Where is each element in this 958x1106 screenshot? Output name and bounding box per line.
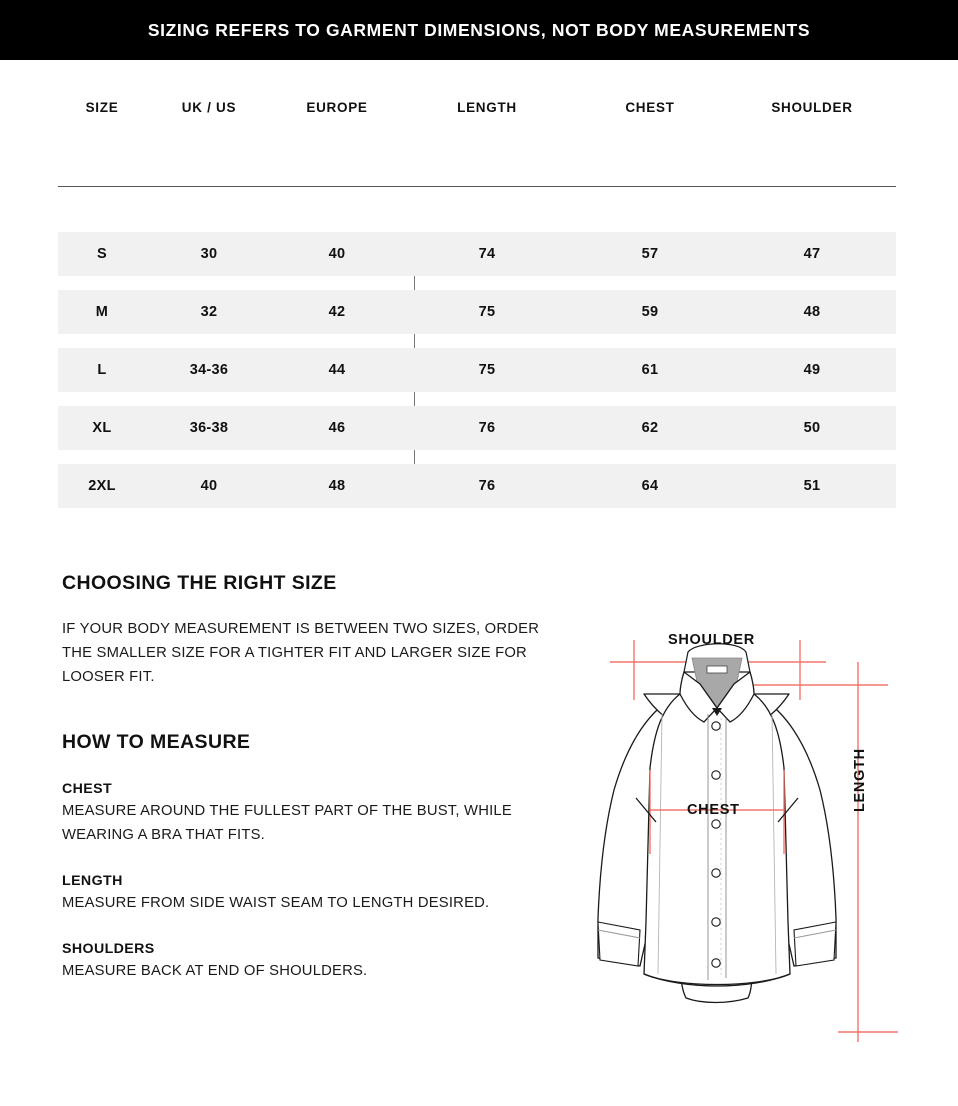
table-row bbox=[58, 290, 896, 334]
column-header-europe: EUROPE bbox=[306, 100, 368, 115]
cell-europe: 42 bbox=[328, 304, 346, 320]
button bbox=[712, 722, 720, 730]
table-row bbox=[58, 348, 896, 392]
cell-chest: 62 bbox=[641, 420, 659, 436]
column-header-uk-us: UK / US bbox=[181, 100, 237, 115]
cell-uk-us: 34-36 bbox=[189, 362, 229, 378]
column-header-size: SIZE bbox=[85, 100, 119, 115]
cell-size: L bbox=[97, 362, 107, 378]
cell-uk-us: 30 bbox=[200, 246, 218, 262]
table-row bbox=[58, 464, 896, 508]
cell-europe: 44 bbox=[328, 362, 346, 378]
table-header-row bbox=[58, 100, 896, 162]
shirt-measurement-diagram bbox=[588, 622, 918, 1072]
size-chart-table bbox=[58, 100, 896, 494]
cell-length: 76 bbox=[478, 478, 496, 494]
measure-block-chest bbox=[62, 781, 562, 847]
choosing-size-heading: CHOOSING THE RIGHT SIZE bbox=[62, 572, 337, 594]
table-row bbox=[58, 406, 896, 450]
left-cuff bbox=[598, 922, 640, 966]
size-table bbox=[58, 100, 896, 162]
sizing-notice-text: SIZING REFERS TO GARMENT DIMENSIONS, NOT BODY MEASUREMENTS bbox=[147, 19, 811, 40]
cell-uk-us: 32 bbox=[200, 304, 218, 320]
cell-size: M bbox=[95, 304, 109, 320]
cell-size: XL bbox=[92, 420, 112, 436]
cell-chest: 59 bbox=[641, 304, 659, 320]
measure-body-shoulders: MEASURE BACK AT END OF SHOULDERS. bbox=[62, 963, 368, 979]
column-header-length: LENGTH bbox=[457, 100, 517, 115]
button bbox=[712, 959, 720, 967]
cell-europe: 46 bbox=[328, 420, 346, 436]
cell-size: S bbox=[97, 246, 107, 262]
cell-size: 2XL bbox=[88, 478, 116, 494]
measure-block-shoulders bbox=[62, 941, 562, 983]
column-header-chest: CHEST bbox=[625, 100, 675, 115]
button bbox=[712, 771, 720, 779]
cell-chest: 57 bbox=[641, 246, 659, 262]
cell-europe: 40 bbox=[328, 246, 346, 262]
column-header-shoulder: SHOULDER bbox=[771, 100, 853, 115]
measure-block-length bbox=[62, 873, 562, 915]
collar-label bbox=[707, 666, 727, 673]
sizing-notice-banner bbox=[0, 0, 958, 60]
cell-shoulder: 50 bbox=[803, 420, 821, 436]
length-guide-lines bbox=[838, 662, 898, 1042]
measure-body-length: MEASURE FROM SIDE WAIST SEAM TO LENGTH DESIRED. bbox=[62, 895, 490, 911]
button bbox=[712, 869, 720, 877]
header-divider-line bbox=[58, 186, 896, 187]
table-body bbox=[58, 232, 896, 508]
cell-shoulder: 47 bbox=[803, 246, 821, 262]
how-to-measure-heading: HOW TO MEASURE bbox=[62, 731, 251, 753]
measure-body-chest: MEASURE AROUND THE FULLEST PART OF THE BUST, WHILE WEARING A BRA THAT FITS. bbox=[62, 803, 512, 843]
chest-dimension-label: CHEST bbox=[687, 802, 740, 818]
cell-length: 75 bbox=[478, 304, 496, 320]
shirt-body-front bbox=[644, 694, 790, 985]
right-cuff bbox=[794, 922, 836, 966]
cell-length: 74 bbox=[478, 246, 496, 262]
measure-label-shoulders: SHOULDERS bbox=[62, 941, 155, 957]
button bbox=[712, 918, 720, 926]
cell-length: 76 bbox=[478, 420, 496, 436]
measure-label-chest: CHEST bbox=[62, 781, 113, 797]
table-row bbox=[58, 232, 896, 276]
torso-panel bbox=[644, 694, 790, 985]
length-dimension-label: LENGTH bbox=[852, 748, 868, 812]
measure-label-length: LENGTH bbox=[62, 873, 123, 889]
cell-uk-us: 40 bbox=[200, 478, 218, 494]
cell-chest: 61 bbox=[641, 362, 659, 378]
cell-chest: 64 bbox=[641, 478, 659, 494]
cell-shoulder: 48 bbox=[803, 304, 821, 320]
shirt-illustration-svg bbox=[588, 622, 918, 1072]
cell-length: 75 bbox=[478, 362, 496, 378]
choosing-size-body: IF YOUR BODY MEASUREMENT IS BETWEEN TWO SIZES, ORDER THE SMALLER SIZE FOR A TIGHTER FIT AND LARGER SIZE FOR LOOSER FIT. bbox=[62, 621, 540, 685]
cell-uk-us: 36-38 bbox=[189, 420, 229, 436]
cell-europe: 48 bbox=[328, 478, 346, 494]
button bbox=[712, 820, 720, 828]
cell-shoulder: 49 bbox=[803, 362, 821, 378]
shoulder-dimension-label: SHOULDER bbox=[668, 632, 755, 648]
cell-shoulder: 51 bbox=[803, 478, 821, 494]
sizing-guidance-section bbox=[62, 572, 562, 983]
